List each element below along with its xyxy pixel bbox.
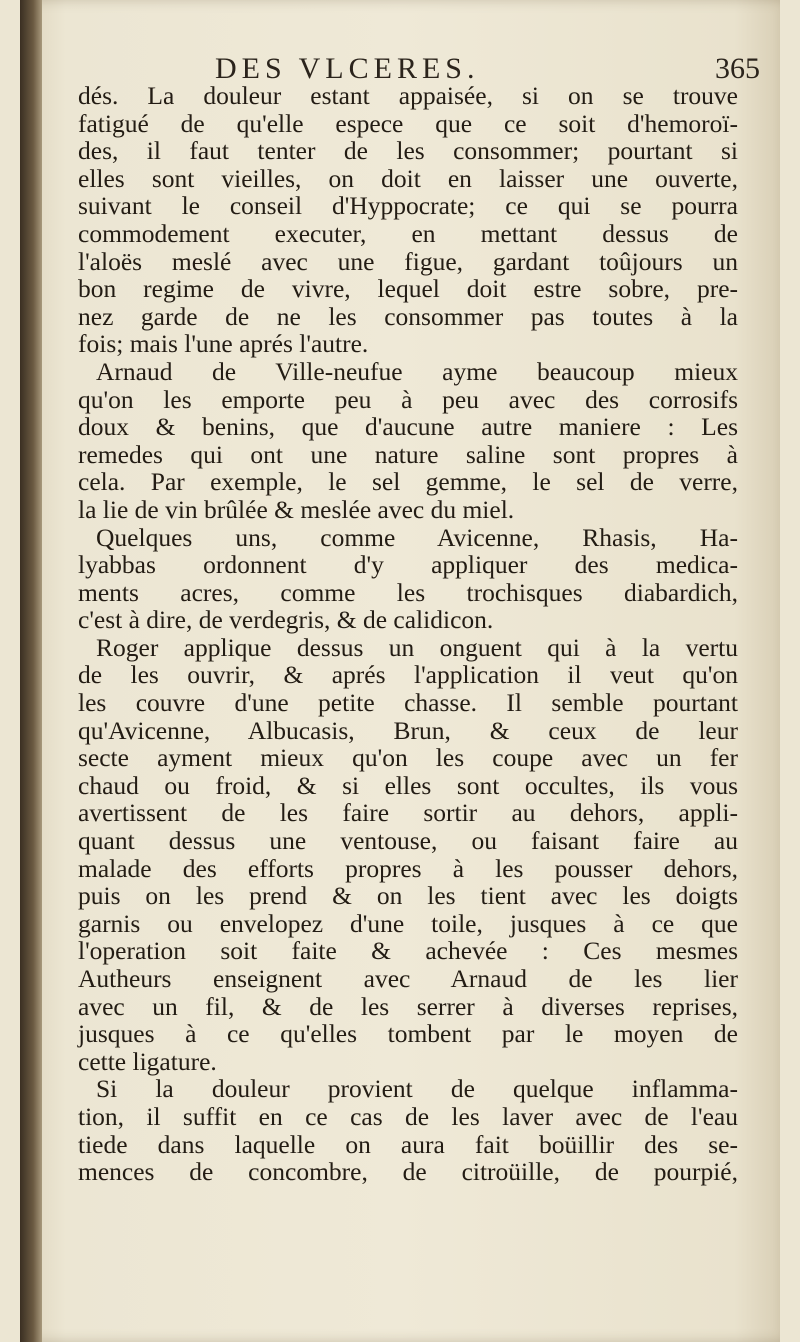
text-line: jusques à ce qu'elles tombent par le moyen de: [78, 1019, 738, 1049]
text-line: secte ayment mieux qu'on les coupe avec un fer: [78, 743, 738, 773]
text-line: qu'on les emporte peu à peu avec des corrosifs: [78, 384, 738, 414]
text-line: avertissent de les faire sortir au dehors, appli-: [78, 798, 738, 828]
text-line: malade des efforts propres à les pousser dehors,: [78, 853, 738, 883]
text-line: bon regime de vivre, lequel doit estre sobre, pre-: [78, 274, 738, 304]
text-line: tiede dans laquelle on aura fait boüillir des se-: [78, 1129, 738, 1159]
text-line: mences de concombre, de citroüille, de pourpié,: [78, 1157, 738, 1187]
text-line: les couvre d'une petite chasse. Il semble pourtant: [78, 688, 738, 718]
text-line: nez garde de ne les consommer pas toutes à la: [78, 301, 738, 331]
text-line: Roger applique dessus un onguent qui à la vertu: [96, 632, 738, 662]
page-number: 365: [715, 52, 760, 85]
text-line: tion, il suffit en ce cas de les laver avec de l'eau: [78, 1101, 738, 1131]
text-line: doux & benins, que d'aucune autre maniere : Les: [78, 412, 738, 442]
text-line: remedes qui ont une nature saline sont propres à: [78, 439, 738, 469]
text-line: garnis ou envelopez d'une toile, jusques à ce que: [78, 908, 738, 938]
text-line: lyabbas ordonnent d'y appliquer des medica-: [78, 550, 738, 580]
text-line: chaud ou froid, & si elles sont occultes, ils vous: [78, 770, 738, 800]
text-line: Si la douleur provient de quelque inflamma-: [96, 1074, 738, 1104]
text-line: dés. La douleur estant appaisée, si on se trouve: [78, 81, 738, 110]
text-line: qu'Avicenne, Albucasis, Brun, & ceux de leur: [78, 715, 738, 745]
text-line: elles sont vieilles, on doit en laisser une ouverte,: [78, 163, 738, 193]
book-page: [20, 0, 780, 1342]
text-line: Autheurs enseignent avec Arnaud de les lier: [78, 964, 738, 993]
text-line: suivant le conseil d'Hyppocrate; ce qui se pourra: [78, 191, 738, 221]
text-line: c'est à dire, de verdegris, & de calidicon.: [78, 605, 494, 635]
text-line: Quelques uns, comme Avicenne, Rhasis, Ha-: [96, 522, 738, 552]
running-title: DES VLCERES.: [215, 52, 480, 85]
text-line: fois; mais l'une aprés l'autre.: [78, 329, 369, 359]
text-line: avec un fil, & de les serrer à diverses reprises,: [78, 991, 738, 1021]
text-line: des, il faut tenter de les consommer; pourtant si: [78, 136, 738, 166]
body-text: [78, 82, 738, 1186]
text-line: ments acres, comme les trochisques diabardich,: [78, 577, 738, 607]
text-line: l'operation soit faite & achevée : Ces mesmes: [78, 936, 738, 966]
text-line: Arnaud de Ville-neufue ayme beaucoup mieux: [96, 356, 738, 386]
book-binding: [20, 0, 42, 1342]
text-line: fatigué de qu'elle espece que ce soit d'hemoroï-: [78, 108, 738, 138]
text-line: quant dessus une ventouse, ou faisant faire au: [78, 826, 738, 856]
text-line: la lie de vin brûlée & meslée avec du miel.: [78, 494, 515, 524]
text-line: l'aloës meslé avec une figue, gardant toûjours un: [78, 246, 738, 276]
text-line: cette ligature.: [78, 1046, 217, 1076]
page-bottom-margin: [20, 1200, 780, 1340]
text-line: commodement executer, en mettant dessus de: [78, 218, 738, 248]
text-line: de les ouvrir, & aprés l'application il veut qu'on: [78, 660, 738, 690]
text-line: cela. Par exemple, le sel gemme, le sel de verre,: [78, 467, 738, 497]
text-line: puis on les prend & on les tient avec les doigts: [78, 881, 738, 911]
